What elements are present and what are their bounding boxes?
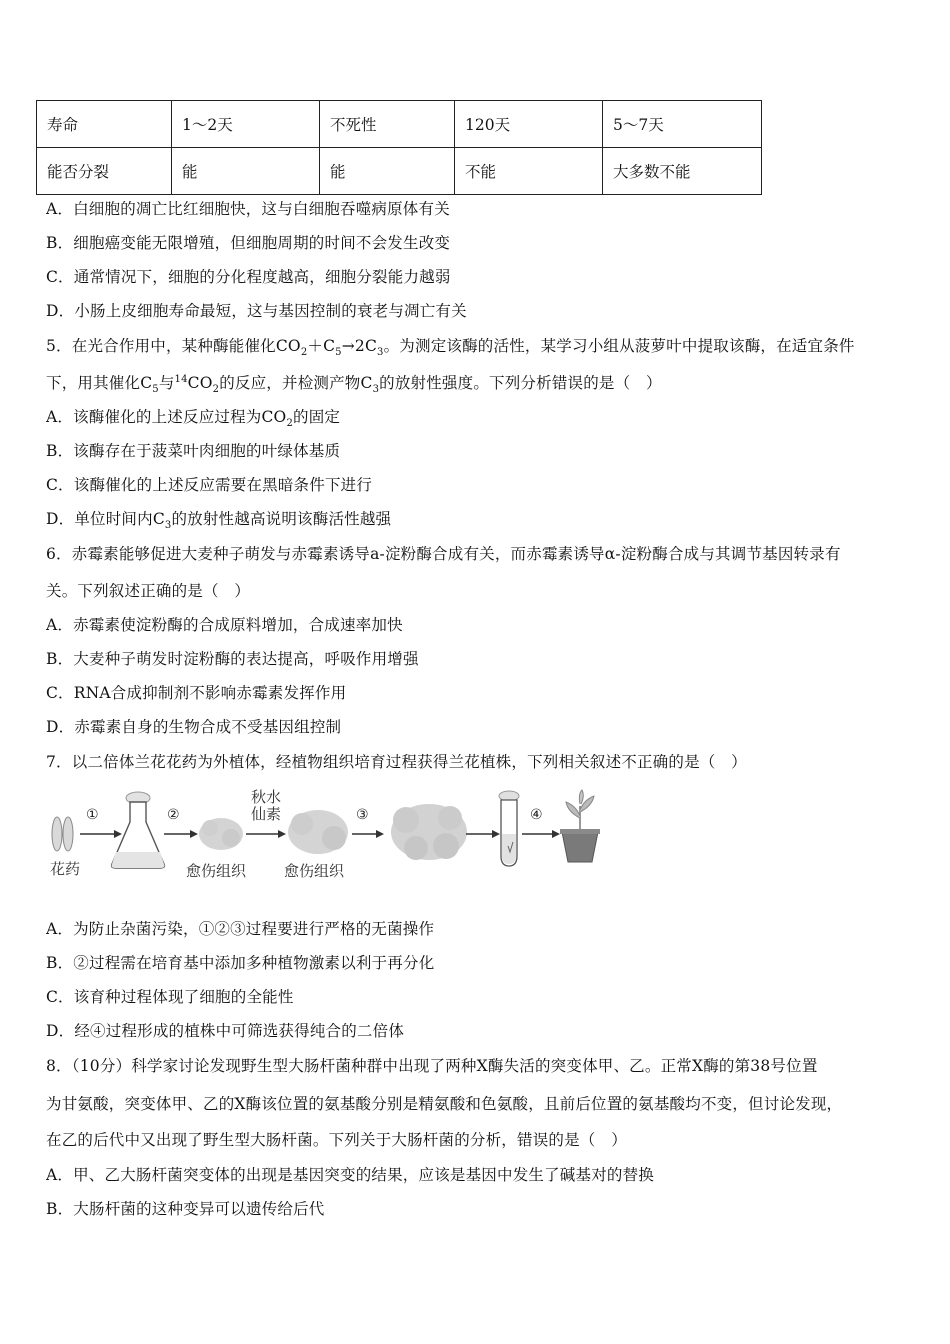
- q8-option-a: A．甲、乙大肠杆菌突变体的出现是基因突变的结果，应该是基因中发生了碱基对的替换: [46, 1166, 654, 1184]
- q6-option-a: A．赤霉素使淀粉酶的合成原料增加，合成速率加快: [46, 616, 403, 634]
- tissue-culture-diagram: [46, 786, 616, 896]
- table-cell: 大多数不能: [603, 148, 762, 195]
- q8-stem-line2: 为甘氨酸，突变体甲、乙的X酶该位置的氨基酸分别是精氨酸和色氨酸，且前后位置的氨基酸均不变，但讨论发现，: [46, 1095, 843, 1113]
- q7-option-d: D．经④过程形成的植株中可筛选获得纯合的二倍体: [46, 1022, 405, 1040]
- cell-mass-icon: [391, 804, 467, 860]
- callus-icon: [288, 810, 348, 854]
- cell-lifespan-table: [36, 100, 762, 195]
- q5-stem: 5．在光合作用中，某种酶能催化$CO_2+C_5\to 2C_3$。为测定该酶的活性，某学习小组从菠萝叶中提取该酶，在适宜条件: [46, 337, 855, 359]
- anther-icon: [52, 817, 73, 851]
- arrowhead-icon: [278, 830, 286, 838]
- q4-option-c: C．通常情况下，细胞的分化程度越高，细胞分裂能力越弱: [46, 268, 451, 286]
- q6-stem-line2: 关。下列叙述正确的是（ ）: [46, 582, 251, 600]
- q6-option-c: C．RNA合成抑制剂不影响赤霉素发挥作用: [46, 684, 347, 702]
- table-cell: 1～2天: [172, 101, 320, 148]
- q5-stem-line2: 下，用其催化$C_5$与$^{14}CO_2$的反应，并检测产物$C_3$的放射性强度。下列分析错误的是（ ）: [46, 373, 662, 396]
- q7-option-c: C．该育种过程体现了细胞的全能性: [46, 988, 294, 1006]
- step-1-label: ①: [86, 807, 99, 823]
- arrowhead-icon: [552, 830, 560, 838]
- arrowhead-icon: [492, 830, 500, 838]
- q6-option-b: B．大麦种子萌发时淀粉酶的表达提高，呼吸作用增强: [46, 650, 419, 668]
- q5-option-d: D．单位时间内$C_3$的放射性越高说明该酶活性越强: [46, 510, 392, 532]
- table-cell: 不死性: [320, 101, 455, 148]
- colchicine-label-line1: 秋水: [251, 788, 282, 806]
- potted-plant-icon: [560, 790, 600, 862]
- test-tube-icon: [499, 791, 519, 866]
- callus-label-1: 愈伤组织: [186, 862, 247, 880]
- q5-option-c: C．该酶催化的上述反应需要在黑暗条件下进行: [46, 476, 373, 494]
- table-cell: 能: [172, 148, 320, 195]
- table-cell: 寿命: [37, 101, 172, 148]
- q4-option-a: A．白细胞的凋亡比红细胞快，这与白细胞吞噬病原体有关: [46, 200, 450, 218]
- anther-label: 花药: [50, 860, 81, 878]
- callus-icon: [199, 818, 243, 850]
- q4-option-b: B．细胞癌变能无限增殖，但细胞周期的时间不会发生改变: [46, 234, 451, 252]
- step-2-label: ②: [167, 807, 180, 823]
- q7-option-b: B．②过程需在培育基中添加多种植物激素以利于再分化: [46, 954, 435, 972]
- q6-option-d: D．赤霉素自身的生物合成不受基因组控制: [46, 718, 342, 736]
- colchicine-label-line2: 仙素: [251, 805, 282, 823]
- table-row: [37, 148, 762, 195]
- table-cell: 能否分裂: [37, 148, 172, 195]
- step-4-label: ④: [530, 807, 543, 823]
- q4-option-d: D．小肠上皮细胞寿命最短，这与基因控制的衰老与凋亡有关: [46, 302, 467, 320]
- arrowhead-icon: [114, 830, 122, 838]
- q8-stem: 8．（10分）科学家讨论发现野生型大肠杆菌种群中出现了两种X酶失活的突变体甲、乙。正常X酶的第38号位置: [46, 1057, 818, 1075]
- step-3-label: ③: [356, 807, 369, 823]
- table-cell: 120天: [455, 101, 603, 148]
- flask-icon: [112, 792, 165, 868]
- arrowhead-icon: [190, 830, 198, 838]
- table-row: [37, 101, 762, 148]
- table-cell: 5～7天: [603, 101, 762, 148]
- q6-stem: 6．赤霉素能够促进大麦种子萌发与赤霉素诱导a-淀粉酶合成有关，而赤霉素诱导α-淀粉酶合成与其调节基因转录有: [46, 545, 841, 563]
- callus-label-2: 愈伤组织: [284, 862, 345, 880]
- table-cell: 能: [320, 148, 455, 195]
- q8-stem-line3: 在乙的后代中又出现了野生型大肠杆菌。下列关于大肠杆菌的分析，错误的是（ ）: [46, 1131, 627, 1149]
- q5-option-b: B．该酶存在于菠菜叶肉细胞的叶绿体基质: [46, 442, 341, 460]
- arrowhead-icon: [376, 830, 384, 838]
- q8-option-b: B．大肠杆菌的这种变异可以遗传给后代: [46, 1200, 325, 1218]
- q7-stem: 7．以二倍体兰花花药为外植体，经植物组织培育过程获得兰花植株，下列相关叙述不正确的是（ ）: [46, 753, 747, 771]
- table-cell: 不能: [455, 148, 603, 195]
- q5-option-a: A．该酶催化的上述反应过程为$CO_2$的固定: [46, 408, 341, 430]
- q7-option-a: A．为防止杂菌污染，①②③过程要进行严格的无菌操作: [46, 920, 435, 938]
